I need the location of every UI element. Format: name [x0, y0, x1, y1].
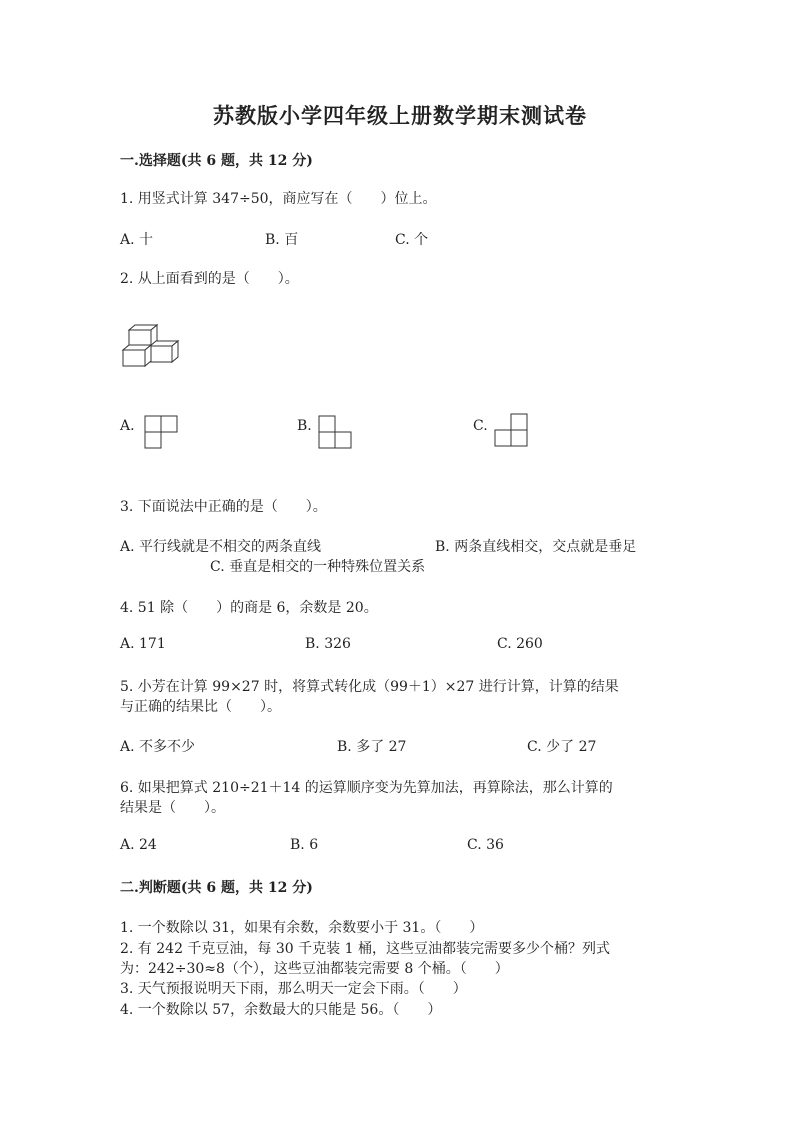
section2-heading: 二.判断题(共 6 题，共 12 分) [120, 880, 313, 896]
q6-option-a: A. 24 [120, 837, 157, 853]
q6-text-line2: 结果是（ ）。 [120, 800, 225, 816]
judge-item-2-line1: 2. 有 242 千克豆油，每 30 千克装 1 桶，这些豆油都装完需要多少个桶？列式 [120, 941, 610, 957]
section1-heading: 一.选择题(共 6 题，共 12 分) [120, 153, 313, 169]
q6-text-line1: 6. 如果把算式 210÷21＋14 的运算顺序变为先算加法，再算除法，那么计算的 [120, 780, 613, 796]
q2-option-c: C. [473, 418, 488, 434]
q6-option-b: B. 6 [290, 837, 319, 853]
q4-option-b: B. 326 [305, 636, 351, 652]
q2-option-b: B. [297, 418, 312, 434]
judge-item-3: 3. 天气预报说明天下雨，那么明天一定会下雨。（ ） [120, 981, 467, 997]
q1-option-c: C. 个 [395, 232, 429, 248]
q1-option-a: A. 十 [120, 232, 154, 248]
q2-option-c-figure [494, 413, 528, 447]
q4-text: 4. 51 除（ ）的商是 6，余数是 20。 [120, 600, 378, 616]
q3-option-a: A. 平行线就是不相交的两条直线 [120, 539, 322, 555]
q2-text: 2. 从上面看到的是（ ）。 [120, 271, 299, 287]
page-title: 苏教版小学四年级上册数学期末测试卷 [213, 103, 587, 128]
q5-option-c: C. 少了 27 [527, 739, 597, 755]
judge-item-2-line2: 为：242÷30≈8（个），这些豆油都装完需要 8 个桶。（ ） [120, 961, 509, 977]
q5-option-b: B. 多了 27 [337, 739, 407, 755]
q2-option-b-figure [318, 415, 352, 449]
cube-figure [120, 322, 180, 368]
q2-option-a-figure [144, 415, 178, 449]
q1-option-b: B. 百 [265, 232, 299, 248]
q5-text-line1: 5. 小芳在计算 99×27 时，将算式转化成（99＋1）×27 进行计算，计算的结果 [120, 679, 619, 695]
q6-option-c: C. 36 [467, 837, 504, 853]
judge-item-4: 4. 一个数除以 57，余数最大的只能是 56。（ ） [120, 1002, 442, 1018]
q1-text: 1. 用竖式计算 347÷50，商应写在（ ）位上。 [120, 191, 437, 207]
q4-option-a: A. 171 [120, 636, 166, 652]
q3-option-c: C. 垂直是相交的一种特殊位置关系 [210, 559, 426, 575]
judge-item-1: 1. 一个数除以 31，如果有余数，余数要小于 31。（ ） [120, 920, 484, 936]
q5-option-a: A. 不多不少 [120, 739, 196, 755]
q4-option-c: C. 260 [497, 636, 543, 652]
q3-text: 3. 下面说法中正确的是（ ）。 [120, 499, 327, 515]
q2-option-a: A. [120, 418, 135, 434]
q3-option-b: B. 两条直线相交，交点就是垂足 [435, 539, 637, 555]
q5-text-line2: 与正确的结果比（ ）。 [120, 699, 281, 715]
